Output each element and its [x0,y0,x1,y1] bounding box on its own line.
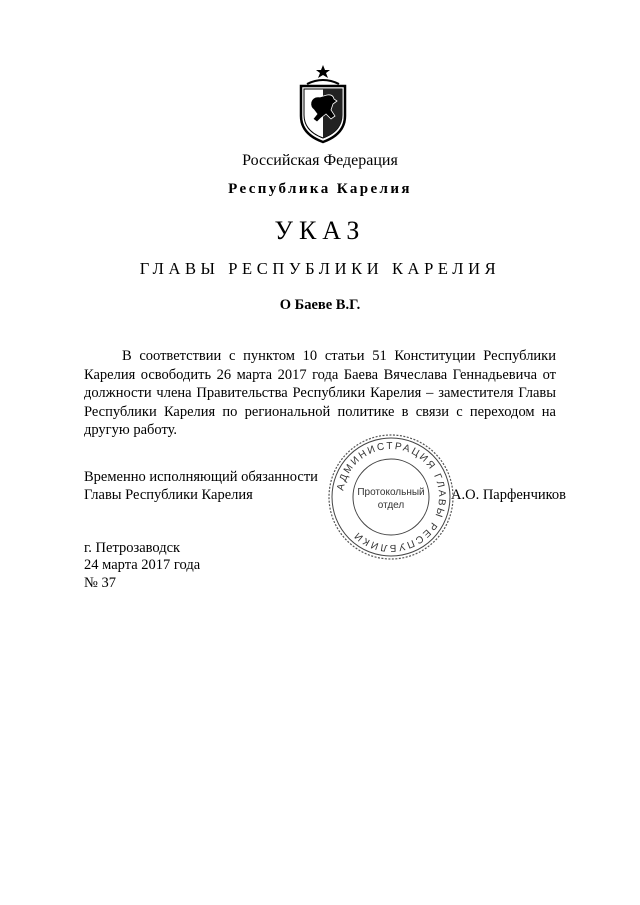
issue-date: 24 марта 2017 года [84,557,201,573]
official-stamp [326,432,456,562]
signer-position-line1: Временно исполняющий обязанности [84,469,318,485]
decree-subject: О Баеве В.Г. [279,297,361,313]
stamp-center-line1: Протокольный [357,487,425,498]
signer-position-line2: Главы Республики Карелия [84,487,253,503]
stamp-center-line2: отдел [377,500,405,511]
issuer-title: ГЛАВЫ РЕСПУБЛИКИ КАРЕЛИЯ [139,259,501,278]
decree-number: № 37 [84,575,116,591]
karelia-coat-of-arms-icon [293,64,353,144]
document-type: УКАЗ [274,216,366,245]
signer-name: А.О. Парфенчиков [451,487,567,503]
republic-name: Республика Карелия [228,181,412,197]
issue-place: г. Петрозаводск [84,540,181,556]
stamp-ring-text: АДМИНИСТРАЦИЯ ГЛАВЫ РЕСПУБЛИКИ [335,440,448,554]
decree-body: В соответствии с пунктом 10 статьи 51 Конституции Республики Карелия освободить 26 марта 2017 года Баева Вячеслава Геннадьевича от должности члена Правительства Республики Карелия – заместителя Главы Республики Карелия по региональной политике в связи с переходом на другую работу. [84,348,556,439]
country-name: Российская Федерация [242,152,398,169]
